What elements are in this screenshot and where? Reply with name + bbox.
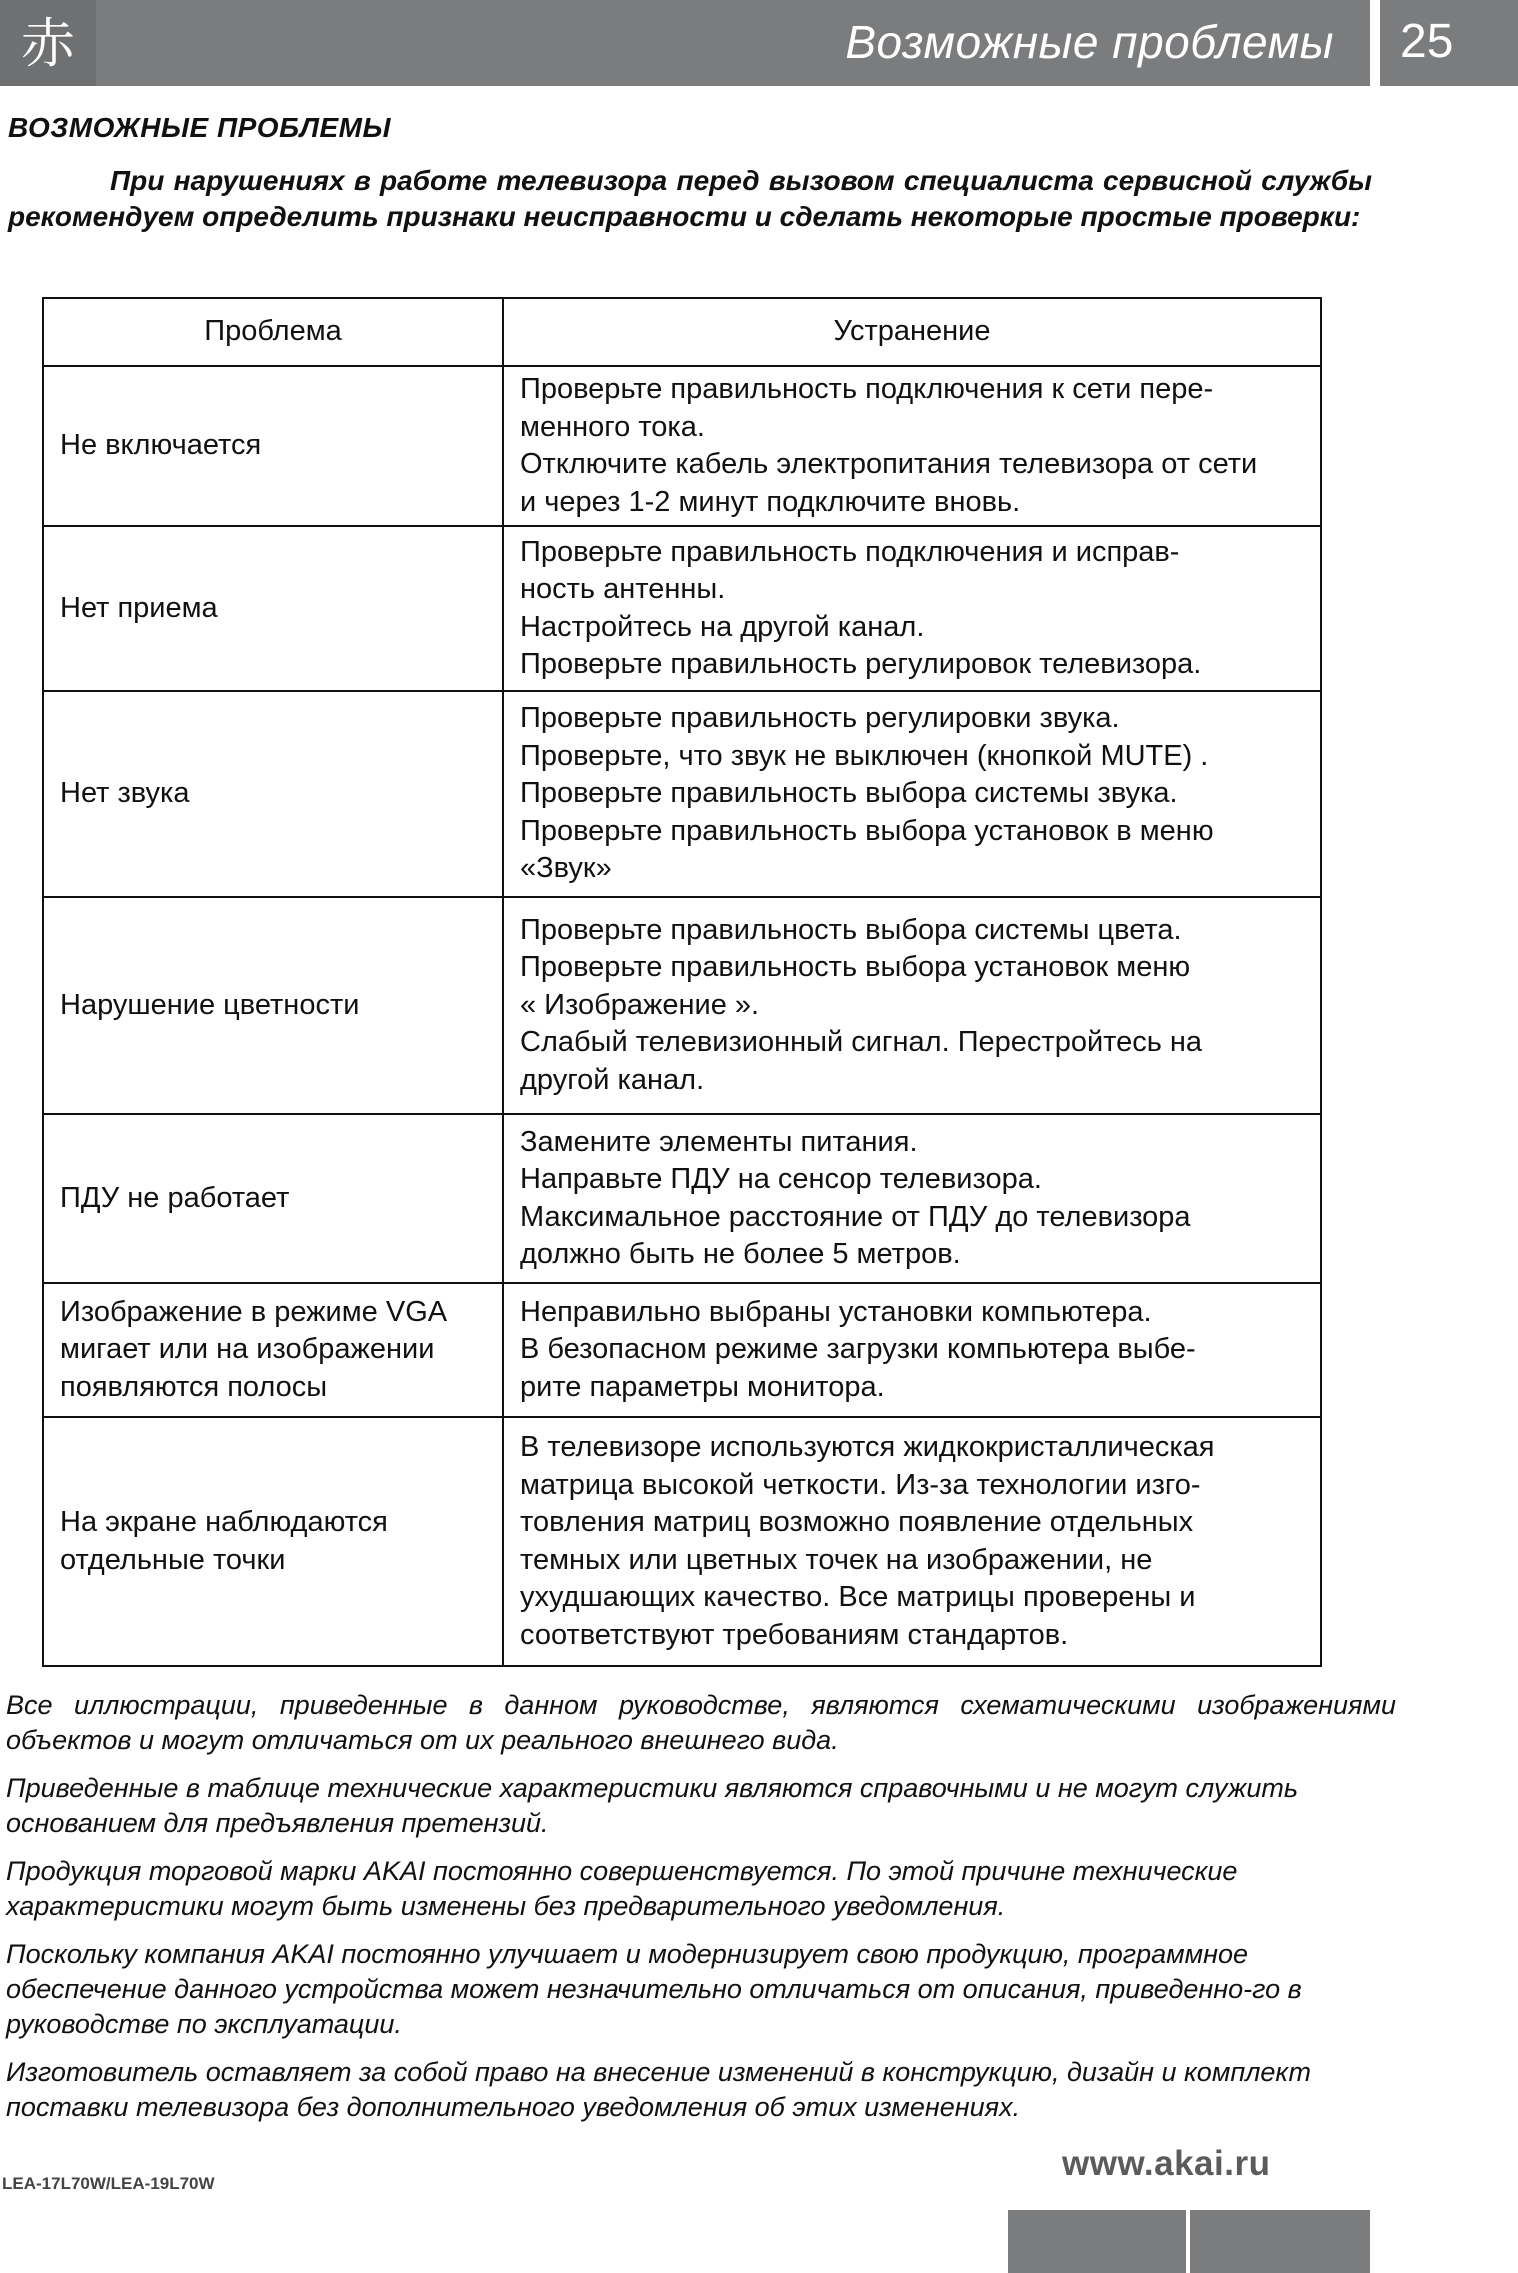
note-paragraph: Приведенные в таблице технические характеристики являются справочными и не могут служить основанием для предъявления претензий. [6,1773,1299,1838]
logo-glyph-text: 赤 [21,12,75,75]
solution-line: Проверьте правильность подключения и исправ- [520,535,1180,568]
brand-logo [0,0,96,86]
solution-line: Проверьте правильность регулировок телевизора. [520,648,1202,680]
solution-line: Проверьте, что звук не выключен (кнопкой MUTE) . [520,739,1209,772]
solution-line: « Изображение ». [520,988,760,1021]
solution-line: Проверьте правильность подключения к сети пере- [520,373,1214,405]
table-header-row [43,298,1321,366]
note-paragraph: Поскольку компания AKAI постоянно улучшает и модернизирует свою продукцию, программное обеспечение данного устройства может незначительно отличаться от описания, приведенно-го в руководстве по эксплуатации. [6,1939,1302,2039]
solution-line: ность антенны. [520,573,726,605]
model-label: LEA-17L70W/LEA-19L70W [2,2174,215,2193]
table-row [43,1417,1321,1666]
intro-paragraph: При нарушениях в работе телевизора перед вызовом специалиста сервисной службы рекомендуем определить признаки неисправности и сделать некоторые простые проверки: [8,165,1372,232]
page-number: 25 [1400,15,1454,68]
problem-cell: ПДУ не работает [43,1114,503,1283]
solution-line: ухудшающих качество. Все матрицы проверены и [520,1581,1196,1613]
solution-cell [503,1283,1321,1417]
solution-cell [503,1114,1321,1283]
solution-line: соответствуют требованиям стандартов. [520,1618,1069,1651]
table-row [43,526,1321,691]
troubleshooting-table [42,297,1322,1667]
solution-cell [503,691,1321,897]
solution-line: Настройтесь на другой канал. [520,610,925,643]
solution-line: Замените элементы питания. [520,1125,918,1158]
note-paragraph: Продукция торговой марки AKAI постоянно совершенствуется. По этой причине технические характеристики могут быть изменены без предварительного уведомления. [6,1856,1238,1921]
table-row [43,897,1321,1114]
solution-line: Неправильно выбраны установки компьютера. [520,1295,1152,1328]
solution-cell [503,366,1321,526]
solution-line: Проверьте правильность выбора установок в меню [520,814,1214,847]
solution-cell [503,1417,1321,1666]
solution-line: В безопасном режиме загрузки компьютера выбе- [520,1333,1196,1366]
footer-block-right [1190,2210,1370,2273]
problem-cell: Не включается [43,366,503,526]
solution-line: Отключите кабель электропитания телевизора от сети [520,448,1258,480]
note-paragraph: Изготовитель оставляет за собой право на внесение изменений в конструкцию, дизайн и комплект поставки телевизора без дополнительного уведомления об этих изменениях. [6,2057,1311,2122]
solution-line: Проверьте правильность выбора установок меню [520,951,1191,984]
solution-line: Проверьте правильность выбора системы звука. [520,777,1178,810]
solution-line: рите параметры монитора. [520,1370,885,1403]
brand-logo-glyph [13,8,83,78]
problem-cell: Нарушение цветности [43,897,503,1114]
column-header-solution: Устранение [503,298,1321,366]
solution-line: и через 1-2 минут подключите вновь. [520,485,1021,518]
problem-cell: На экране наблюдаются отдельные точки [43,1417,503,1666]
table-row [43,366,1321,526]
solution-line: товления матриц возможно появление отдельных [520,1506,1194,1538]
solution-cell [503,897,1321,1114]
solution-line: Проверьте правильность выбора системы цвета. [520,913,1182,946]
page-number-box [1380,0,1518,86]
table-row [43,1283,1321,1417]
solution-line: «Звук» [520,852,612,885]
solution-line: Максимальное расстояние от ПДУ до телевизора [520,1200,1191,1233]
column-header-problem: Проблема [43,298,503,366]
note-paragraph: Все иллюстрации, приведенные в данном руководстве, являются схематическими изображениями объектов и могут отличаться от их реального внешнего вида. [6,1690,1396,1755]
section-title: ВОЗМОЖНЫЕ ПРОБЛЕМЫ [8,112,391,143]
footer-block-left [1008,2210,1186,2273]
solution-line: Направьте ПДУ на сенсор телевизора. [520,1163,1042,1195]
solution-line: темных или цветных точек на изображении, не [520,1543,1153,1576]
problem-cell: Изображение в режиме VGA мигает или на изображении появляются полосы [43,1283,503,1417]
solution-line: менного тока. [520,410,705,443]
solution-line: В телевизоре используются жидкокристаллическая [520,1431,1215,1463]
problem-cell: Нет приема [43,526,503,691]
solution-line: другой канал. [520,1063,705,1096]
header-title: Возможные проблемы [845,16,1334,68]
solution-line: должно быть не более 5 метров. [520,1238,961,1270]
table-row [43,691,1321,897]
solution-line: матрица высокой четкости. Из-за технологии изго- [520,1468,1201,1501]
solution-cell [503,526,1321,691]
website-link[interactable]: www.akai.ru [1062,2144,1271,2183]
notes-section [6,1688,1396,2138]
header-bar [0,0,1370,86]
problem-cell: Нет звука [43,691,503,897]
solution-line: Проверьте правильность регулировки звука. [520,702,1120,735]
solution-line: Слабый телевизионный сигнал. Перестройтесь на [520,1026,1203,1059]
table-row [43,1114,1321,1283]
